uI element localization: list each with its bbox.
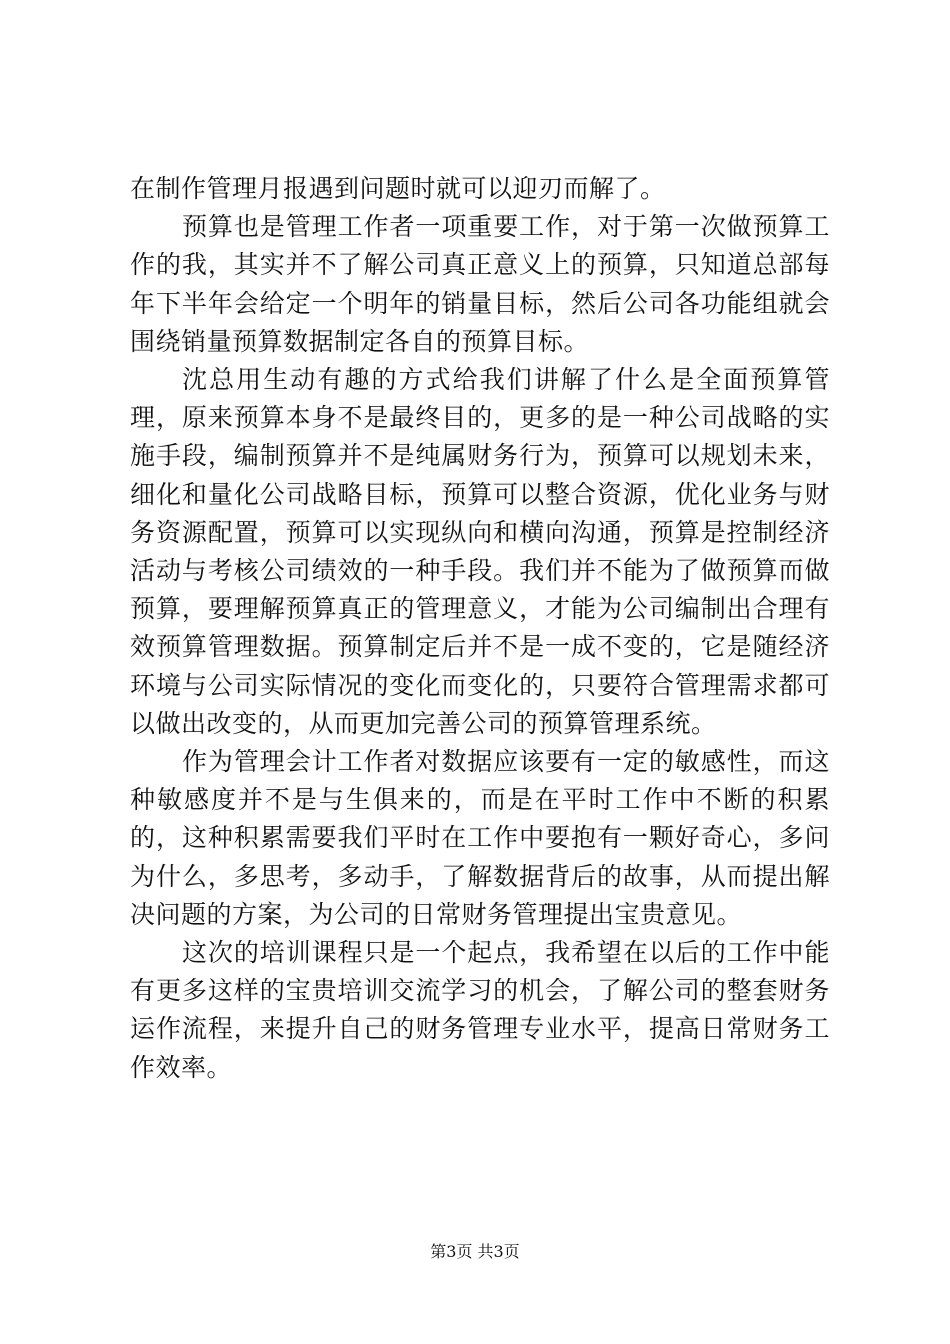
paragraph-continuation: 在制作管理月报遇到问题时就可以迎刃而解了。 [130, 174, 666, 203]
paragraph-comprehensive-budget: 沈总用生动有趣的方式给我们讲解了什么是全面预算管理，原来预算本身不是最终目的，更多的是一种公司战略的实施手段，编制预算并不是纯属财务行为，预算可以规划未来，细化和量化公司战略目标，预算可以整合资源，优化业务与财务资源配置，预算可以实现纵向和横向沟通，预算是控制经济活动与考核公司绩效的一种手段。我们并不能为了做预算而做预算，要理解预算真正的管理意义，才能为公司编制出合理有效预算管理数据。预算制定后并不是一成不变的，它是随经济环境与公司实际情况的变化而变化的，只要符合管理需求都可以做出改变的，从而更加完善公司的预算管理系统。 [130, 365, 830, 738]
page-number-footer: 第3页 共3页 [430, 1242, 520, 1261]
paragraph-conclusion: 这次的培训课程只是一个起点，我希望在以后的工作中能有更多这样的宝贵培训交流学习的机会，了解公司的整套财务运作流程，来提升自己的财务管理专业水平，提高日常财务工作效率。 [130, 938, 830, 1082]
paragraph-budget-work: 预算也是管理工作者一项重要工作，对于第一次做预算工作的我，其实并不了解公司真正意义上的预算，只知道总部每年下半年会给定一个明年的销量目标，然后公司各功能组就会围绕销量预算数据制定各自的预算目标。 [130, 212, 830, 356]
document-body [130, 170, 830, 1087]
paragraph-data-sensitivity: 作为管理会计工作者对数据应该要有一定的敏感性，而这种敏感度并不是与生俱来的，而是在平时工作中不断的积累的，这种积累需要我们平时在工作中要抱有一颗好奇心，多问为什么，多思考，多动手，了解数据背后的故事，从而提出解决问题的方案，为公司的日常财务管理提出宝贵意见。 [130, 747, 830, 929]
